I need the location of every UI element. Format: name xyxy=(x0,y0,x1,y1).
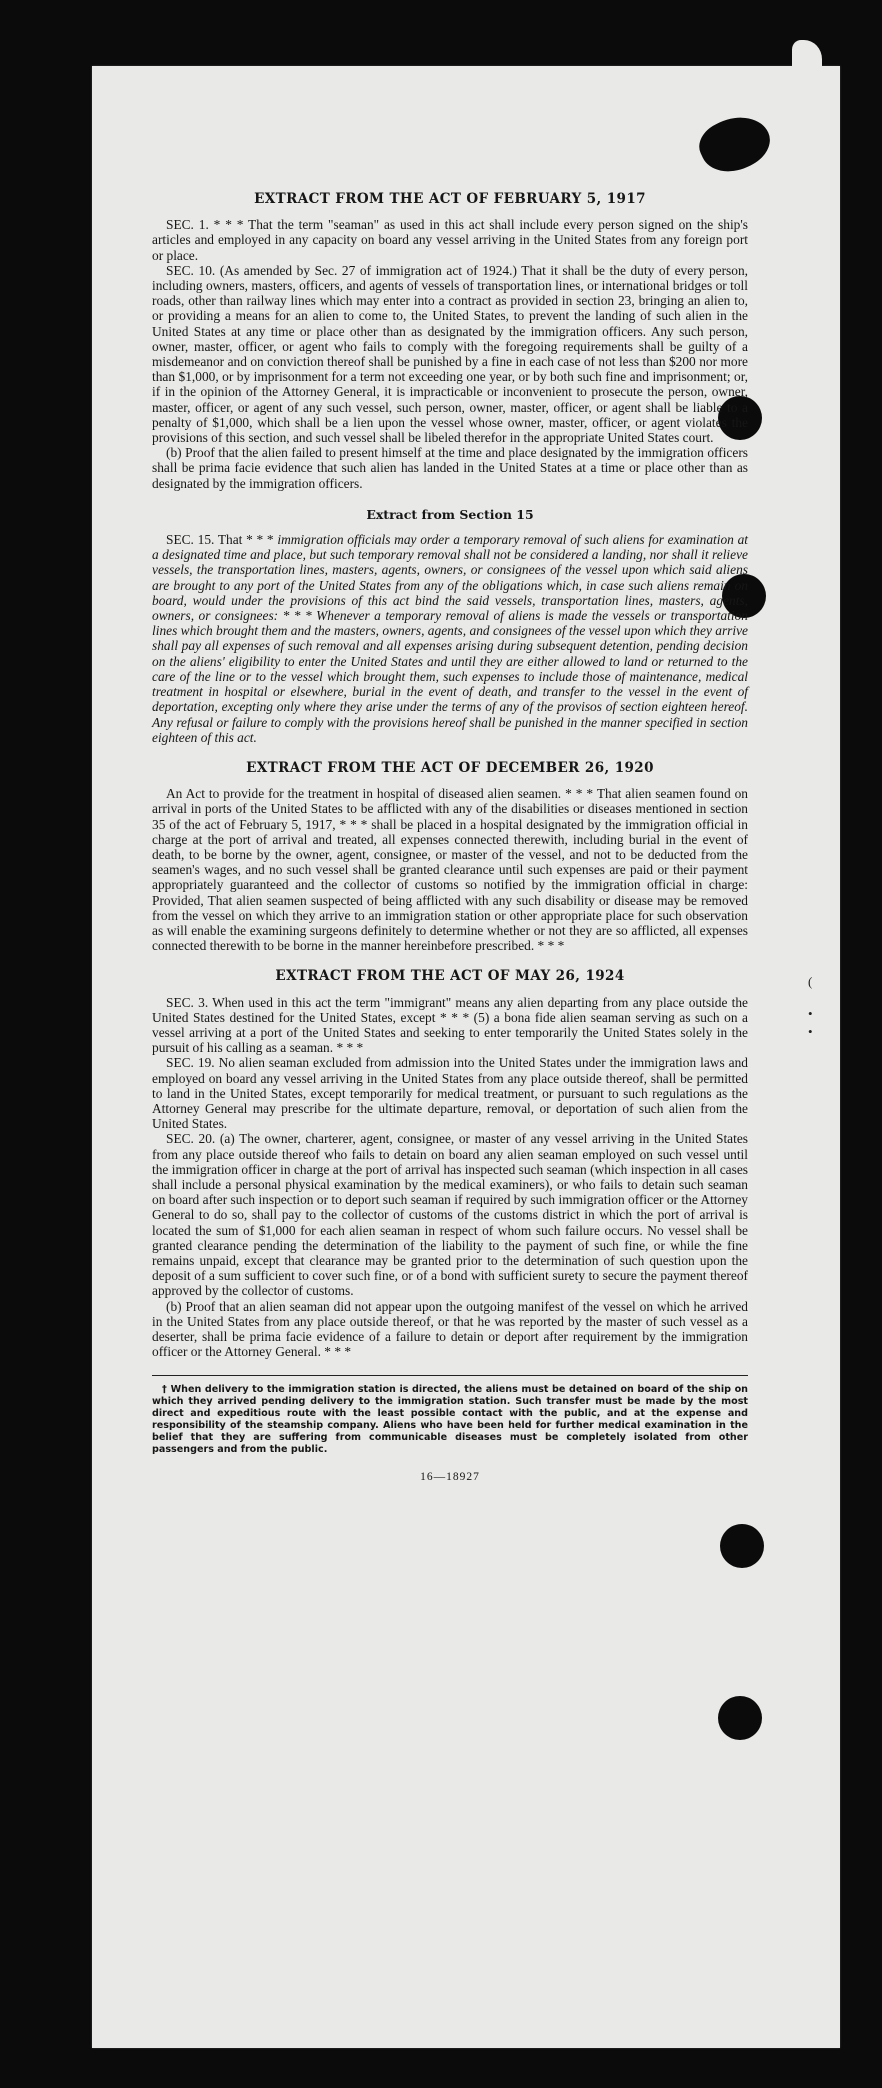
document-text xyxy=(152,192,748,1486)
footnote-divider xyxy=(152,1375,748,1376)
act-1924-heading: EXTRACT FROM THE ACT OF MAY 26, 1924 xyxy=(275,968,625,985)
torn-corner xyxy=(792,40,822,72)
act-1917-heading: EXTRACT FROM THE ACT OF FEBRUARY 5, 1917 xyxy=(254,191,646,207)
act-1924-sec-20: SEC. 20. (a) The owner, charterer, agent, consignee, or master of any vessel arriving in the United States from any place outside thereof who fails to detain on board any alien seaman employed on such vessel until the immigration officer in charge at the port of arrival has inspected such seaman (which inspection in all cases shall include a personal physical examination by the medical examiners), or who fails to detain such seaman on board after such inspection or to deport such seaman if required by such immigration officer or the Attorney General to do so, shall pay to the collector of customs of the customs district in which the port of arrival is located the sum of $1,000 for each alien seaman in respect of whom such failure occurs. No vessel shall be granted clearance pending the determination of the liability to the payment of such fine, or while the fine remains unpaid, except that clearance may be granted prior to the determination of such question upon the deposit of a sum sufficient to cover such fine, or of a bond with sufficient surety to secure the payment thereof approved by the collector of customs. xyxy=(152,1131,748,1299)
act-1920-section xyxy=(152,761,748,953)
act-1917-sec-10: SEC. 10. (As amended by Sec. 27 of immigration act of 1924.) That it shall be the duty of every person, including owners, masters, officers, and agents of vessels of transportation lines, or international bridges or toll roads, other than railway lines which may enter into a contract as provided in section 23, bringing an alien to, or providing a means for an alien to come to, the United States, to prevent the landing of such alien in the United States at any time or place other than as designated by the immigration officers. Any such person, owner, master, officer, or agent who fails to comply with the foregoing requirements shall be guilty of a misdemeanor and on conviction thereof shall be punished by a fine in each case of not less than $200 nor more than $1,000, or by imprisonment for a term not exceeding one year, or by both such fine and imprisonment; or, if in the opinion of the Attorney General, it is impracticable or inconvenient to prosecute the person, owner, master, officer, or agent of any such vessel, such person, owner, master, officer, or agent shall be liable to a penalty of $1,000, which shall be a lien upon the vessel whose owner, master, officer, or agent violates the provisions of this section, and such vessel shall be libeled therefor in the appropriate United States court. xyxy=(152,262,748,446)
margin-mark: • xyxy=(808,1006,813,1021)
section-15-text: immigration officials may order a temporary removal of such aliens for examination at a designated time and place, but such temporary removal shall not be considered a landing, nor shall it relieve vessels, the transportation lines, masters, agents, owners, or consignees of the vessel upon which said aliens are brought to any port of the United States from any of the obligations which, in case such aliens remain on board, would under the provisions of this act bind the said vessels, transportation lines, masters, agents, owners, or consignees: * * * Whenever a temporary removal of aliens is made the vessels or transportation lines which brought them and the masters, owners, agents, and consignees of the vessel upon which they arrive shall pay all expenses of such removal and all expenses arising during subsequent detention, pending decision on the aliens' eligibility to enter the United States and until they are either allowed to land or returned to the care of the line or to the vessel which brought them, such expenses to include those of maintenance, medical treatment in hospital or elsewhere, burial in the event of death, and transfer to the vessel in the event of deportation, excepting only where they arise under the terms of any of the provisos of section eighteen hereof. Any refusal or failure to comply with the provisions hereof shall be punished in the manner specified in section eighteen of this act. xyxy=(152,532,749,745)
section-15-heading: Extract from Section 15 xyxy=(366,506,534,522)
punch-hole xyxy=(718,1696,762,1740)
act-1920-heading: EXTRACT FROM THE ACT OF DECEMBER 26, 1920 xyxy=(246,759,654,776)
margin-mark: • xyxy=(808,1024,813,1039)
section-15-lead: SEC. 15. That * * * xyxy=(166,532,274,548)
act-1924-sec-19: SEC. 19. No alien seaman excluded from admission into the United States under the immigration laws and employed on board any vessel arriving in the United States from any place outside thereof, shall be permitted to land in the United States, except temporarily for medical treatment, or pursuant to such regulations as the Attorney General may prescribe for the ultimate departure, removal, or deportation of such alien from the United States. xyxy=(152,1055,748,1132)
punch-hole xyxy=(720,1524,764,1568)
act-1924-sec-20-b: (b) Proof that an alien seaman did not appear upon the outgoing manifest of the vessel on which he arrived in the United States from any place outside thereof, or that he was reported by the master of such vessel as a deserter, shall be prima facie evidence of a failure to detain or deport after requirement by the immigration officer or the Attorney General. * * * xyxy=(152,1298,748,1360)
form-number: 16—18927 xyxy=(420,1471,480,1484)
act-1920-text: An Act to provide for the treatment in hospital of diseased alien seamen. * * * That alien seamen found on arrival in ports of the United States to be afflicted with any of the disabilities or diseases mentioned in section 35 of the act of February 5, 1917, * * * shall be placed in a hospital designated by the immigration official in charge at the port of arrival and treated, all expenses connected therewith, including burial in the event of death, to be borne by the owner, agent, consignee, or master of the vessel, and not to be deducted from the seamen's wages, and no such vessel shall be granted clearance until such expenses are paid or their payment appropriately guaranteed and the collector of customs so notified by the immigration official in charge: Provided, That alien seamen suspected of being afflicted with any such disability or disease may be removed from the vessel on which they arrive to an immigration station or other appropriate place for such observation as will enable the examining surgeons definitely to determine whether or not they are so afflicted, all expenses connected therewith to be borne in the manner hereinbefore prescribed. * * * xyxy=(152,786,748,954)
margin-mark: ( xyxy=(808,974,813,989)
footnote: † When delivery to the immigration station is directed, the aliens must be detained on board of the ship on which they arrived pending delivery to the immigration station. Such transfer must be made by the most direct and expeditious route with the least possible contact with the public, and at the expense and responsibility of the steamship company. Aliens who have been held for further medical examination in the belief that they are suffering from communicable diseases must be completely isolated from other passengers and from the public. xyxy=(152,1384,748,1456)
act-1924-section xyxy=(152,969,748,1359)
act-1917-sec-10-b: (b) Proof that the alien failed to present himself at the time and place designated by the immigration officers shall be prima facie evidence that such alien has landed in the United States at a time or place other than as designated by the immigration officers. xyxy=(152,445,748,491)
act-1917-section xyxy=(152,192,748,491)
act-1924-sec-3: SEC. 3. When used in this act the term "immigrant" means any alien departing from any place outside the United States destined for the United States, except * * * (5) a bona fide alien seaman serving as such on a vessel arriving at a port of the United States and seeking to enter temporarily the United States solely in the pursuit of his calling as a seaman. * * * xyxy=(152,994,748,1056)
act-1917-sec-1: SEC. 1. * * * That the term "seaman" as used in this act shall include every person signed on the ship's articles and employed in any capacity on board any vessel arriving in the United States from any foreign port or place. xyxy=(152,217,748,263)
section-15-extract xyxy=(152,507,748,745)
section-15-paragraph xyxy=(152,532,748,745)
